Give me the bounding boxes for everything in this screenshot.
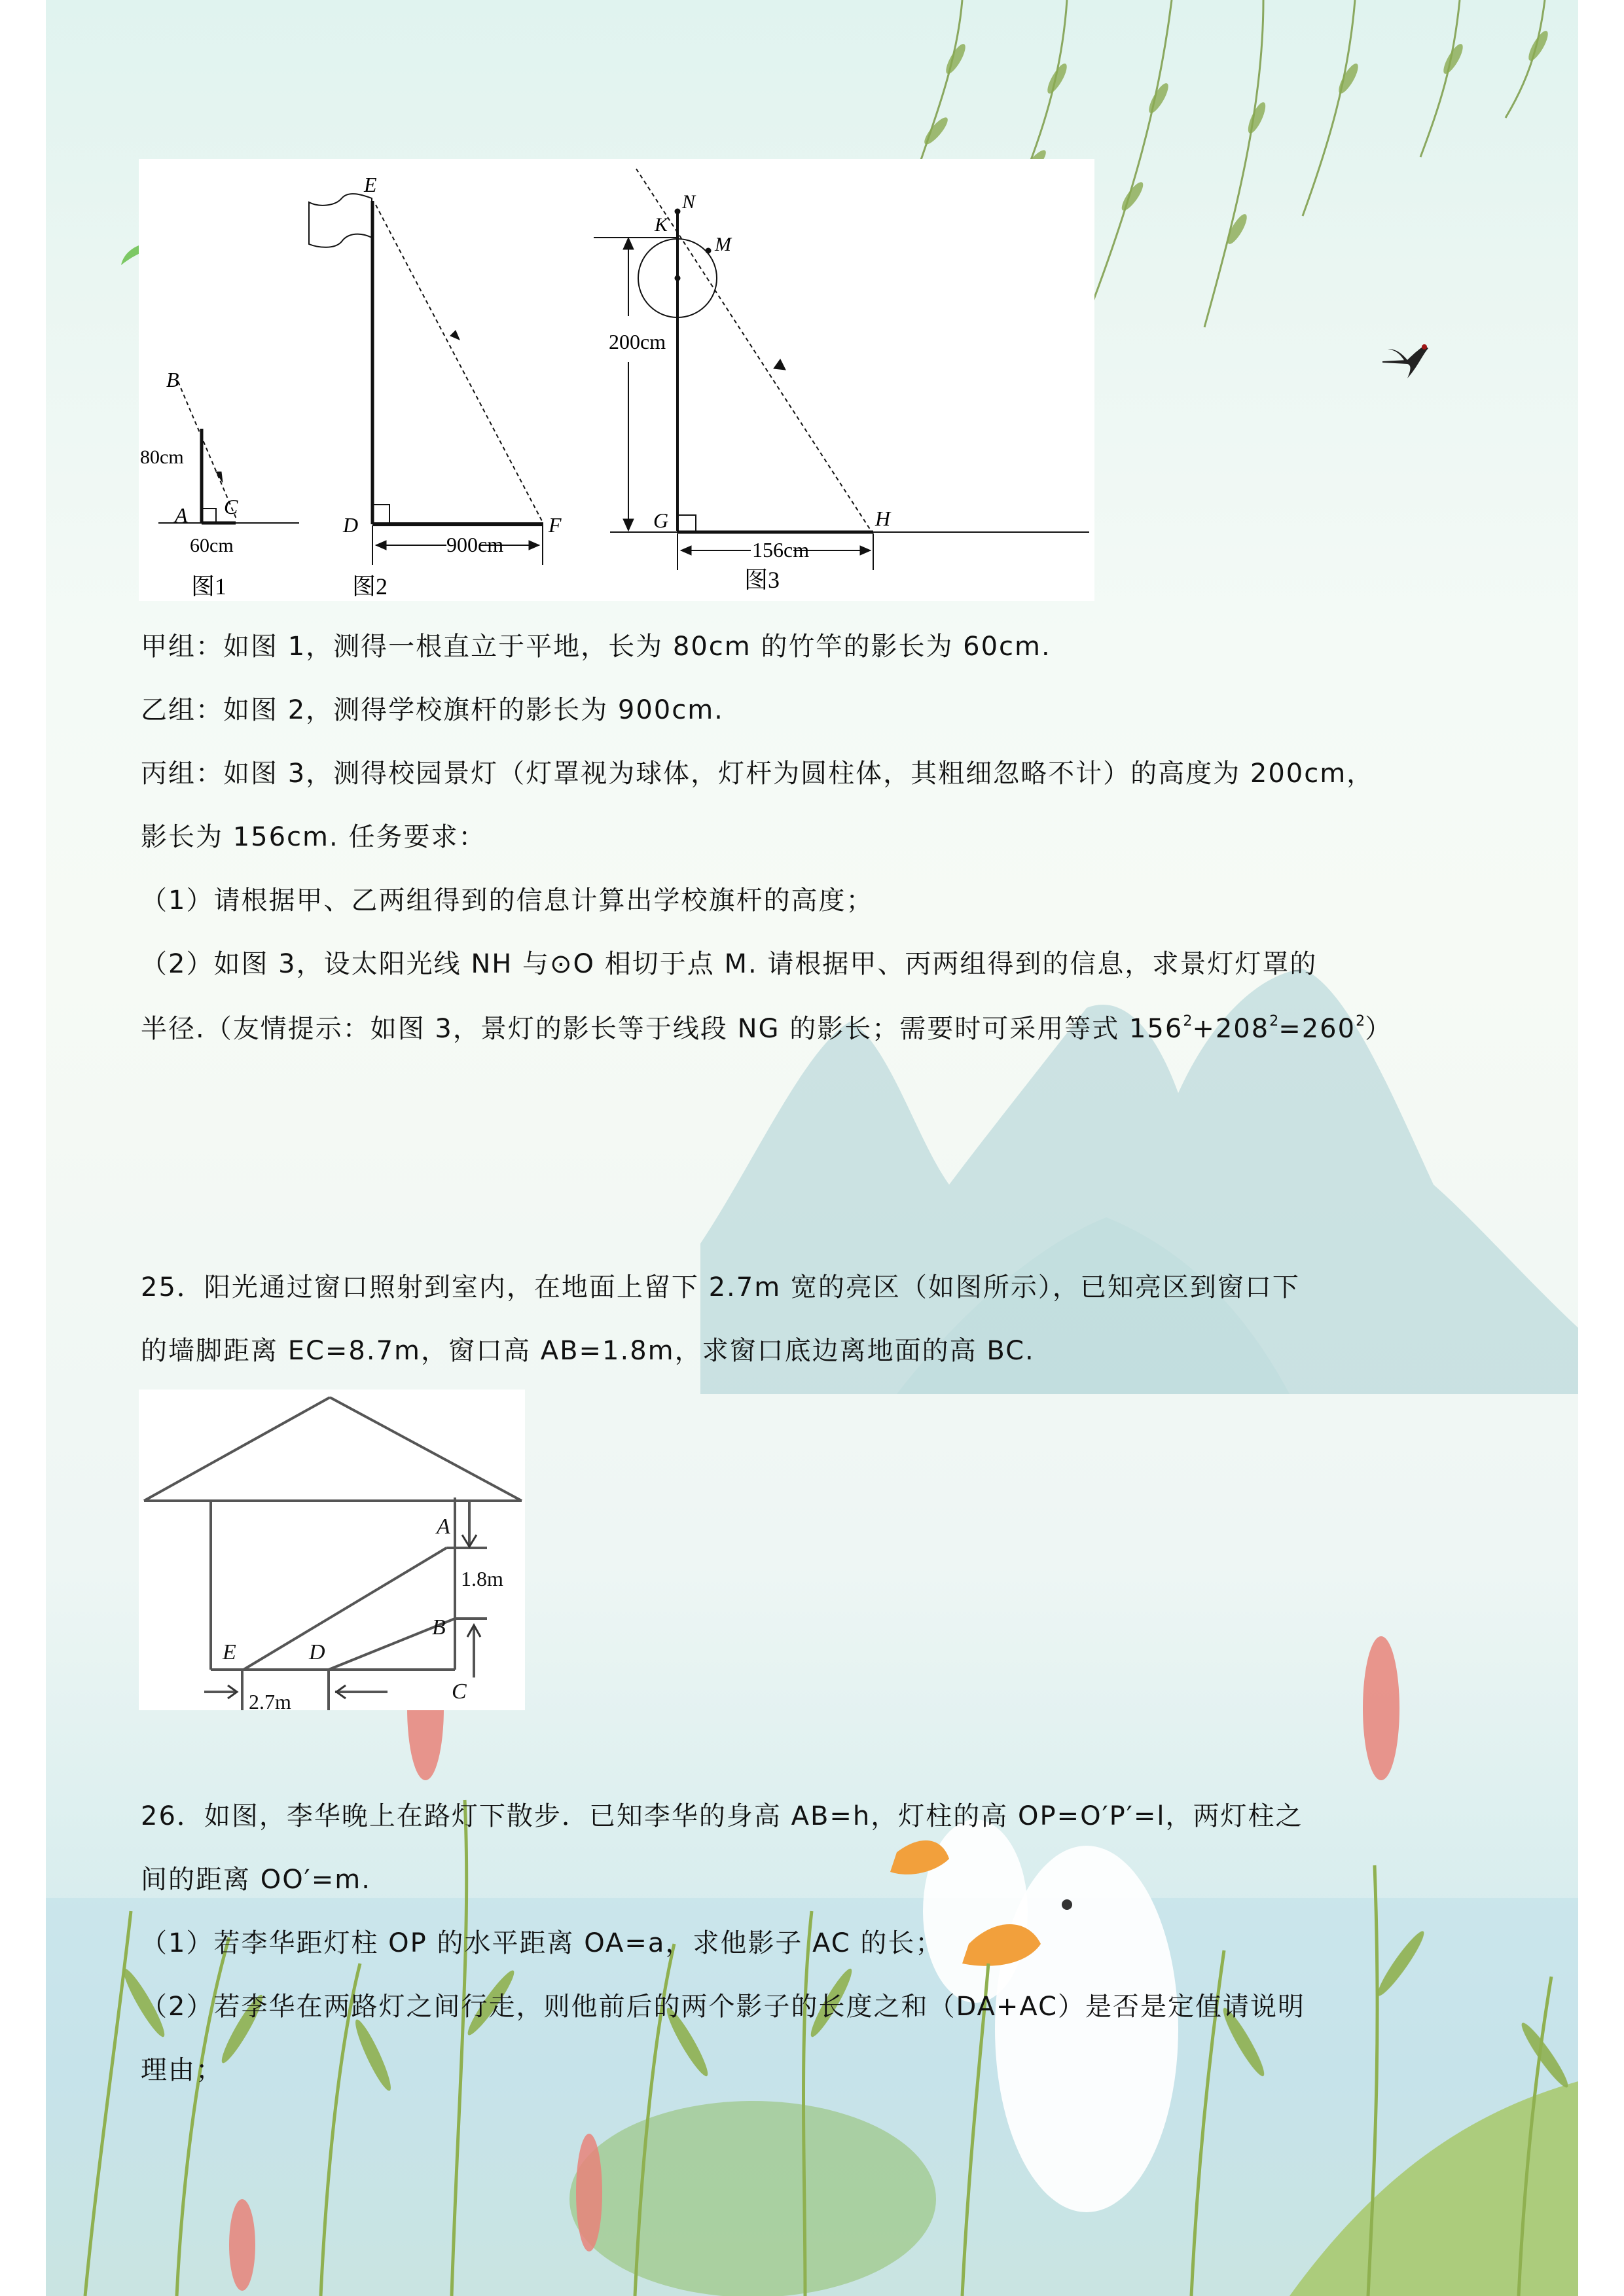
- label-A: A: [437, 1515, 450, 1539]
- label-D: D: [309, 1640, 325, 1664]
- figures-1-2-3-diagram: [139, 159, 1094, 601]
- label-E: E: [364, 173, 377, 196]
- label-156cm: 156cm: [752, 538, 810, 562]
- figure-2-caption: 图2: [352, 573, 388, 600]
- q25-text-line1: 25．阳光通过窗口照射到室内，在地面上留下 2.7m 宽的亮区（如图所示），已知亮区到窗口下: [141, 1272, 1300, 1302]
- figure-2: [309, 194, 543, 565]
- label-B: B: [166, 368, 179, 391]
- label-D: D: [343, 513, 359, 537]
- hint-close: ）: [1365, 1014, 1393, 1044]
- q26-text-line2: 间的距离 OO′=m.: [141, 1865, 371, 1895]
- label-E: E: [223, 1640, 236, 1664]
- eq-b: 208: [1215, 1014, 1270, 1044]
- label-C: C: [224, 495, 238, 518]
- label-1-8m: 1.8m: [461, 1567, 503, 1590]
- house-window-figure: [139, 1390, 525, 1710]
- label-K: K: [655, 214, 668, 236]
- q26-task-2: （2）若李华在两路灯之间行走，则他前后的两个影子的长度之和（DA+AC）是否是定值请说明: [141, 1992, 1306, 2022]
- ducks-and-reeds-decoration: [46, 1636, 1578, 2296]
- label-G: G: [653, 509, 669, 532]
- label-F: F: [549, 513, 562, 537]
- q24-group-c-text: 丙组：如图 3，测得校园景灯（灯罩视为球体，灯杆为圆柱体，其粗细忽略不计）的高度为 200cm，: [141, 759, 1375, 789]
- shadow-measurement-figures: [139, 159, 1094, 601]
- label-200cm: 200cm: [609, 330, 666, 353]
- label-H: H: [875, 507, 891, 530]
- figure-3-caption: 图3: [744, 567, 780, 593]
- q24-task-2-hint: [141, 1014, 1392, 1042]
- label-B: B: [432, 1615, 446, 1640]
- label-C: C: [452, 1679, 467, 1704]
- label-60cm: 60cm: [190, 535, 234, 556]
- q26-task-2-cont: 理由；: [141, 2055, 223, 2085]
- eq-exp-b: 2: [1269, 1013, 1279, 1030]
- eq-equals: =: [1278, 1014, 1302, 1044]
- q24-task-2: （2）如图 3，设太阳光线 NH 与⊙O 相切于点 M. 请根据甲、丙两组得到的信息，求景灯灯罩的: [141, 949, 1318, 979]
- eq-exp-a: 2: [1183, 1013, 1193, 1030]
- hint-text: 半径.（友情提示：如图 3，景灯的影长等于线段 NG 的影长；需要时可采用等式: [141, 1014, 1129, 1044]
- figure-1-caption: 图1: [191, 573, 227, 600]
- eq-a: 156: [1128, 1014, 1183, 1044]
- q24-group-c-text-cont: 影长为 156cm. 任务要求：: [141, 822, 486, 852]
- q26-task-1: （1）若李华距灯柱 OP 的水平距离 OA=a，求他影子 AC 的长；: [141, 1928, 943, 1958]
- q24-group-a-text: 甲组：如图 1，测得一根直立于平地，长为 80cm 的竹竿的影长为 60cm.: [141, 632, 1051, 662]
- label-900cm: 900cm: [446, 533, 504, 556]
- eq-exp-c: 2: [1356, 1013, 1365, 1030]
- label-M: M: [715, 234, 731, 255]
- eq-c: 260: [1301, 1014, 1356, 1044]
- label-N: N: [682, 191, 696, 213]
- q25-text-line2: 的墙脚距离 EC=8.7m，窗口高 AB=1.8m，求窗口底边离地面的高 BC.: [141, 1336, 1035, 1366]
- q24-group-b-text: 乙组：如图 2，测得学校旗杆的影长为 900cm.: [141, 695, 724, 725]
- swallow-bird-icon: [1381, 340, 1434, 380]
- q26-text-line1: 26．如图，李华晚上在路灯下散步．已知李华的身高 AB=h，灯柱的高 OP=O′P′=l，两灯柱之: [141, 1801, 1303, 1831]
- label-2-7m: 2.7m: [249, 1690, 291, 1710]
- label-80cm: 80cm: [140, 446, 184, 468]
- q24-task-1: （1）请根据甲、乙两组得到的信息计算出学校旗杆的高度；: [141, 886, 874, 916]
- house-window-diagram: [139, 1390, 525, 1710]
- eq-plus: +: [1192, 1014, 1216, 1044]
- label-A: A: [175, 503, 188, 527]
